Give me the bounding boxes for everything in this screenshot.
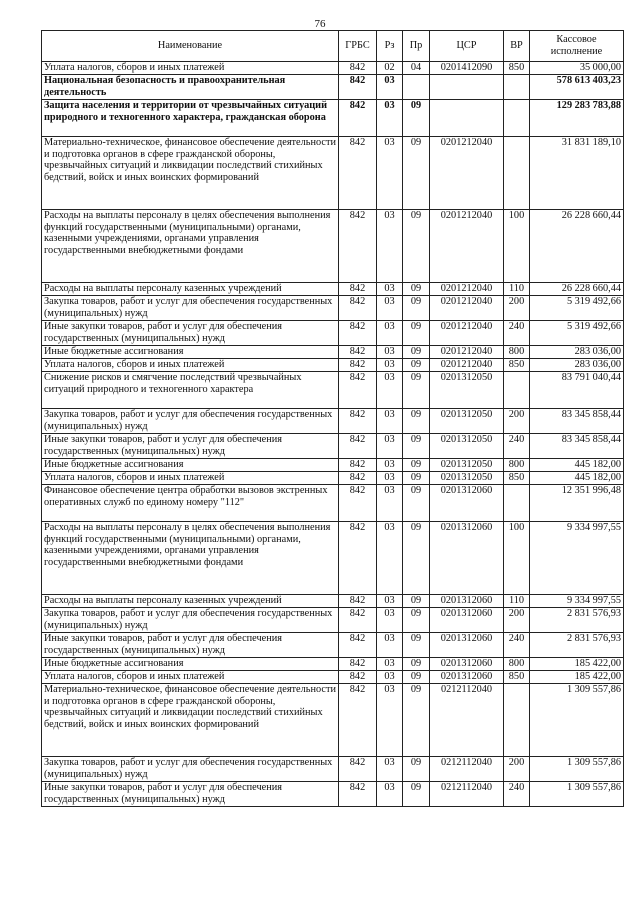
row-rz: 03 <box>377 210 403 283</box>
row-pr: 09 <box>403 633 430 658</box>
table-row <box>42 100 624 137</box>
table-row <box>42 459 624 472</box>
row-pr: 09 <box>403 522 430 595</box>
row-name: Национальная безопасность и правоохранительная деятельность <box>42 75 339 100</box>
row-name: Уплата налогов, сборов и иных платежей <box>42 359 339 372</box>
row-name: Расходы на выплаты персоналу казенных учреждений <box>42 283 339 296</box>
row-grbs: 842 <box>339 595 377 608</box>
table-row <box>42 684 624 757</box>
row-pr: 09 <box>403 434 430 459</box>
table-row <box>42 522 624 595</box>
row-pr: 09 <box>403 409 430 434</box>
row-vr <box>504 372 530 409</box>
row-pr: 09 <box>403 372 430 409</box>
row-rz: 03 <box>377 522 403 595</box>
row-amount: 283 036,00 <box>530 346 624 359</box>
row-rz: 03 <box>377 359 403 372</box>
table-row <box>42 633 624 658</box>
row-vr: 200 <box>504 296 530 321</box>
row-pr: 09 <box>403 658 430 671</box>
row-grbs: 842 <box>339 409 377 434</box>
row-grbs: 842 <box>339 359 377 372</box>
row-grbs: 842 <box>339 321 377 346</box>
table-row <box>42 346 624 359</box>
row-vr: 200 <box>504 757 530 782</box>
row-grbs: 842 <box>339 62 377 75</box>
row-amount: 2 831 576,93 <box>530 608 624 633</box>
row-rz: 03 <box>377 296 403 321</box>
row-csr: 0201212040 <box>430 346 504 359</box>
row-csr: 0201412090 <box>430 62 504 75</box>
row-grbs: 842 <box>339 782 377 807</box>
row-grbs: 842 <box>339 757 377 782</box>
header-vr: ВР <box>504 31 530 62</box>
header-grbs: ГРБС <box>339 31 377 62</box>
row-amount: 9 334 997,55 <box>530 522 624 595</box>
row-pr: 09 <box>403 459 430 472</box>
row-grbs: 842 <box>339 671 377 684</box>
row-amount: 5 319 492,66 <box>530 321 624 346</box>
row-csr: 0201312060 <box>430 522 504 595</box>
row-vr: 100 <box>504 210 530 283</box>
row-grbs: 842 <box>339 210 377 283</box>
row-amount: 185 422,00 <box>530 658 624 671</box>
row-vr <box>504 75 530 100</box>
row-vr: 800 <box>504 346 530 359</box>
row-pr: 09 <box>403 608 430 633</box>
table-row <box>42 409 624 434</box>
row-csr: 0201312050 <box>430 459 504 472</box>
page-number: 76 <box>314 18 326 30</box>
row-pr: 09 <box>403 782 430 807</box>
row-amount: 1 309 557,86 <box>530 684 624 757</box>
row-name: Уплата налогов, сборов и иных платежей <box>42 472 339 485</box>
row-vr: 240 <box>504 321 530 346</box>
row-name: Иные закупки товаров, работ и услуг для обеспечения государственных (муниципальных) нужд <box>42 321 339 346</box>
table-row <box>42 283 624 296</box>
row-csr: 0201212040 <box>430 137 504 210</box>
row-pr: 09 <box>403 595 430 608</box>
row-pr: 09 <box>403 472 430 485</box>
row-name: Уплата налогов, сборов и иных платежей <box>42 671 339 684</box>
row-vr: 100 <box>504 522 530 595</box>
row-rz: 03 <box>377 409 403 434</box>
row-amount: 9 334 997,55 <box>530 595 624 608</box>
row-rz: 03 <box>377 608 403 633</box>
row-grbs: 842 <box>339 75 377 100</box>
header-row <box>42 31 624 62</box>
row-grbs: 842 <box>339 283 377 296</box>
row-name: Расходы на выплаты персоналу в целях обеспечения выполнения функций государственными (муниципальными) органами, казенными учреждениями, органами управления государственными внебюджетными фондами <box>42 210 339 283</box>
row-pr: 09 <box>403 757 430 782</box>
row-name: Закупка товаров, работ и услуг для обеспечения государственных (муниципальных) нужд <box>42 608 339 633</box>
row-amount: 12 351 996,48 <box>530 485 624 522</box>
row-amount: 5 319 492,66 <box>530 296 624 321</box>
row-csr: 0201312050 <box>430 472 504 485</box>
row-grbs: 842 <box>339 459 377 472</box>
row-amount: 1 309 557,86 <box>530 757 624 782</box>
row-csr: 0201212040 <box>430 296 504 321</box>
row-vr <box>504 100 530 137</box>
row-name: Иные закупки товаров, работ и услуг для обеспечения государственных (муниципальных) нужд <box>42 633 339 658</box>
row-pr: 09 <box>403 100 430 137</box>
row-grbs: 842 <box>339 296 377 321</box>
row-csr: 0201312060 <box>430 658 504 671</box>
row-amount: 445 182,00 <box>530 459 624 472</box>
row-amount: 83 345 858,44 <box>530 409 624 434</box>
row-name: Закупка товаров, работ и услуг для обеспечения государственных (муниципальных) нужд <box>42 409 339 434</box>
row-vr: 850 <box>504 671 530 684</box>
table-row <box>42 671 624 684</box>
row-amount: 445 182,00 <box>530 472 624 485</box>
header-pr: Пр <box>403 31 430 62</box>
row-vr: 850 <box>504 359 530 372</box>
row-grbs: 842 <box>339 472 377 485</box>
row-pr: 09 <box>403 671 430 684</box>
row-csr: 0201212040 <box>430 359 504 372</box>
row-name: Материально-техническое, финансовое обеспечение деятельности и подготовка органов в сфере гражданской обороны, чрезвычайных ситуаций и ликвидации последствий стихийных бедствий, войск и иных воинских формирований <box>42 137 339 210</box>
row-grbs: 842 <box>339 100 377 137</box>
row-rz: 03 <box>377 100 403 137</box>
row-pr: 09 <box>403 210 430 283</box>
row-amount: 83 345 858,44 <box>530 434 624 459</box>
row-vr: 240 <box>504 434 530 459</box>
row-rz: 03 <box>377 434 403 459</box>
row-grbs: 842 <box>339 137 377 210</box>
table-row <box>42 210 624 283</box>
row-vr: 800 <box>504 658 530 671</box>
header-rz: Рз <box>377 31 403 62</box>
row-vr: 110 <box>504 283 530 296</box>
row-name: Иные закупки товаров, работ и услуг для обеспечения государственных (муниципальных) нужд <box>42 782 339 807</box>
row-grbs: 842 <box>339 485 377 522</box>
table-row <box>42 595 624 608</box>
row-rz: 03 <box>377 372 403 409</box>
header-amount: Кассовое исполнение <box>530 31 624 62</box>
row-csr: 0201312060 <box>430 608 504 633</box>
row-grbs: 842 <box>339 372 377 409</box>
row-name: Иные бюджетные ассигнования <box>42 346 339 359</box>
table-row <box>42 608 624 633</box>
row-name: Иные бюджетные ассигнования <box>42 459 339 472</box>
row-name: Иные бюджетные ассигнования <box>42 658 339 671</box>
row-amount: 31 831 189,10 <box>530 137 624 210</box>
row-name: Расходы на выплаты персоналу казенных учреждений <box>42 595 339 608</box>
table-row <box>42 757 624 782</box>
row-name: Защита населения и территории от чрезвычайных ситуаций природного и техногенного характера, гражданская оборона <box>42 100 339 137</box>
row-rz: 03 <box>377 346 403 359</box>
row-csr: 0212112040 <box>430 782 504 807</box>
budget-table <box>41 30 624 807</box>
row-vr: 850 <box>504 472 530 485</box>
row-csr: 0201312060 <box>430 485 504 522</box>
row-grbs: 842 <box>339 658 377 671</box>
table-row <box>42 782 624 807</box>
row-amount: 35 000,00 <box>530 62 624 75</box>
row-pr: 09 <box>403 359 430 372</box>
table-row <box>42 472 624 485</box>
row-csr: 0201212040 <box>430 283 504 296</box>
row-amount: 26 228 660,44 <box>530 283 624 296</box>
row-amount: 26 228 660,44 <box>530 210 624 283</box>
row-pr: 09 <box>403 283 430 296</box>
row-csr: 0212112040 <box>430 757 504 782</box>
row-vr <box>504 684 530 757</box>
row-rz: 03 <box>377 782 403 807</box>
row-vr: 800 <box>504 459 530 472</box>
row-grbs: 842 <box>339 608 377 633</box>
row-csr: 0212112040 <box>430 684 504 757</box>
table-row <box>42 296 624 321</box>
row-vr: 200 <box>504 608 530 633</box>
row-vr: 850 <box>504 62 530 75</box>
row-rz: 03 <box>377 459 403 472</box>
row-csr: 0201312050 <box>430 434 504 459</box>
table-row <box>42 434 624 459</box>
row-csr <box>430 75 504 100</box>
row-pr <box>403 75 430 100</box>
row-name: Уплата налогов, сборов и иных платежей <box>42 62 339 75</box>
table-row <box>42 658 624 671</box>
row-grbs: 842 <box>339 684 377 757</box>
row-vr <box>504 485 530 522</box>
row-name: Закупка товаров, работ и услуг для обеспечения государственных (муниципальных) нужд <box>42 757 339 782</box>
row-grbs: 842 <box>339 434 377 459</box>
row-grbs: 842 <box>339 522 377 595</box>
table-row <box>42 321 624 346</box>
table-row <box>42 485 624 522</box>
row-amount: 1 309 557,86 <box>530 782 624 807</box>
row-amount: 185 422,00 <box>530 671 624 684</box>
table-row <box>42 75 624 100</box>
row-pr: 09 <box>403 137 430 210</box>
row-rz: 03 <box>377 485 403 522</box>
row-csr: 0201312050 <box>430 372 504 409</box>
row-rz: 03 <box>377 472 403 485</box>
table-row <box>42 137 624 210</box>
row-vr: 110 <box>504 595 530 608</box>
row-amount: 129 283 783,88 <box>530 100 624 137</box>
row-amount: 2 831 576,93 <box>530 633 624 658</box>
row-rz: 03 <box>377 671 403 684</box>
table-row <box>42 359 624 372</box>
row-rz: 03 <box>377 321 403 346</box>
row-pr: 09 <box>403 296 430 321</box>
row-vr: 200 <box>504 409 530 434</box>
row-pr: 04 <box>403 62 430 75</box>
row-grbs: 842 <box>339 346 377 359</box>
row-amount: 578 613 403,23 <box>530 75 624 100</box>
row-csr: 0201312060 <box>430 595 504 608</box>
row-rz: 03 <box>377 75 403 100</box>
row-name: Расходы на выплаты персоналу в целях обеспечения выполнения функций государственными (муниципальными) органами, казенными учреждениями, органами управления государственными внебюджетными фондами <box>42 522 339 595</box>
row-rz: 03 <box>377 658 403 671</box>
row-csr: 0201312060 <box>430 671 504 684</box>
row-csr <box>430 100 504 137</box>
row-grbs: 842 <box>339 633 377 658</box>
row-name: Финансовое обеспечение центра обработки вызовов экстренных оперативных служб по единому номеру "112" <box>42 485 339 522</box>
table-row <box>42 372 624 409</box>
row-rz: 03 <box>377 283 403 296</box>
row-pr: 09 <box>403 321 430 346</box>
row-amount: 283 036,00 <box>530 359 624 372</box>
row-amount: 83 791 040,44 <box>530 372 624 409</box>
row-csr: 0201312050 <box>430 409 504 434</box>
row-csr: 0201212040 <box>430 321 504 346</box>
row-pr: 09 <box>403 485 430 522</box>
row-name: Закупка товаров, работ и услуг для обеспечения государственных (муниципальных) нужд <box>42 296 339 321</box>
table-row <box>42 62 624 75</box>
row-vr <box>504 137 530 210</box>
header-csr: ЦСР <box>430 31 504 62</box>
row-csr: 0201312060 <box>430 633 504 658</box>
row-rz: 03 <box>377 757 403 782</box>
row-rz: 03 <box>377 633 403 658</box>
row-name: Иные закупки товаров, работ и услуг для обеспечения государственных (муниципальных) нужд <box>42 434 339 459</box>
row-csr: 0201212040 <box>430 210 504 283</box>
row-rz: 03 <box>377 684 403 757</box>
row-name: Материально-техническое, финансовое обеспечение деятельности и подготовка органов в сфере гражданской обороны, чрезвычайных ситуаций и ликвидации последствий стихийных бедствий, войск и иных воинских формирований <box>42 684 339 757</box>
header-name: Наименование <box>42 31 339 62</box>
row-rz: 03 <box>377 137 403 210</box>
row-vr: 240 <box>504 633 530 658</box>
row-vr: 240 <box>504 782 530 807</box>
row-rz: 02 <box>377 62 403 75</box>
row-rz: 03 <box>377 595 403 608</box>
row-pr: 09 <box>403 346 430 359</box>
row-name: Снижение рисков и смягчение последствий чрезвычайных ситуаций природного и техногенного характера <box>42 372 339 409</box>
row-pr: 09 <box>403 684 430 757</box>
